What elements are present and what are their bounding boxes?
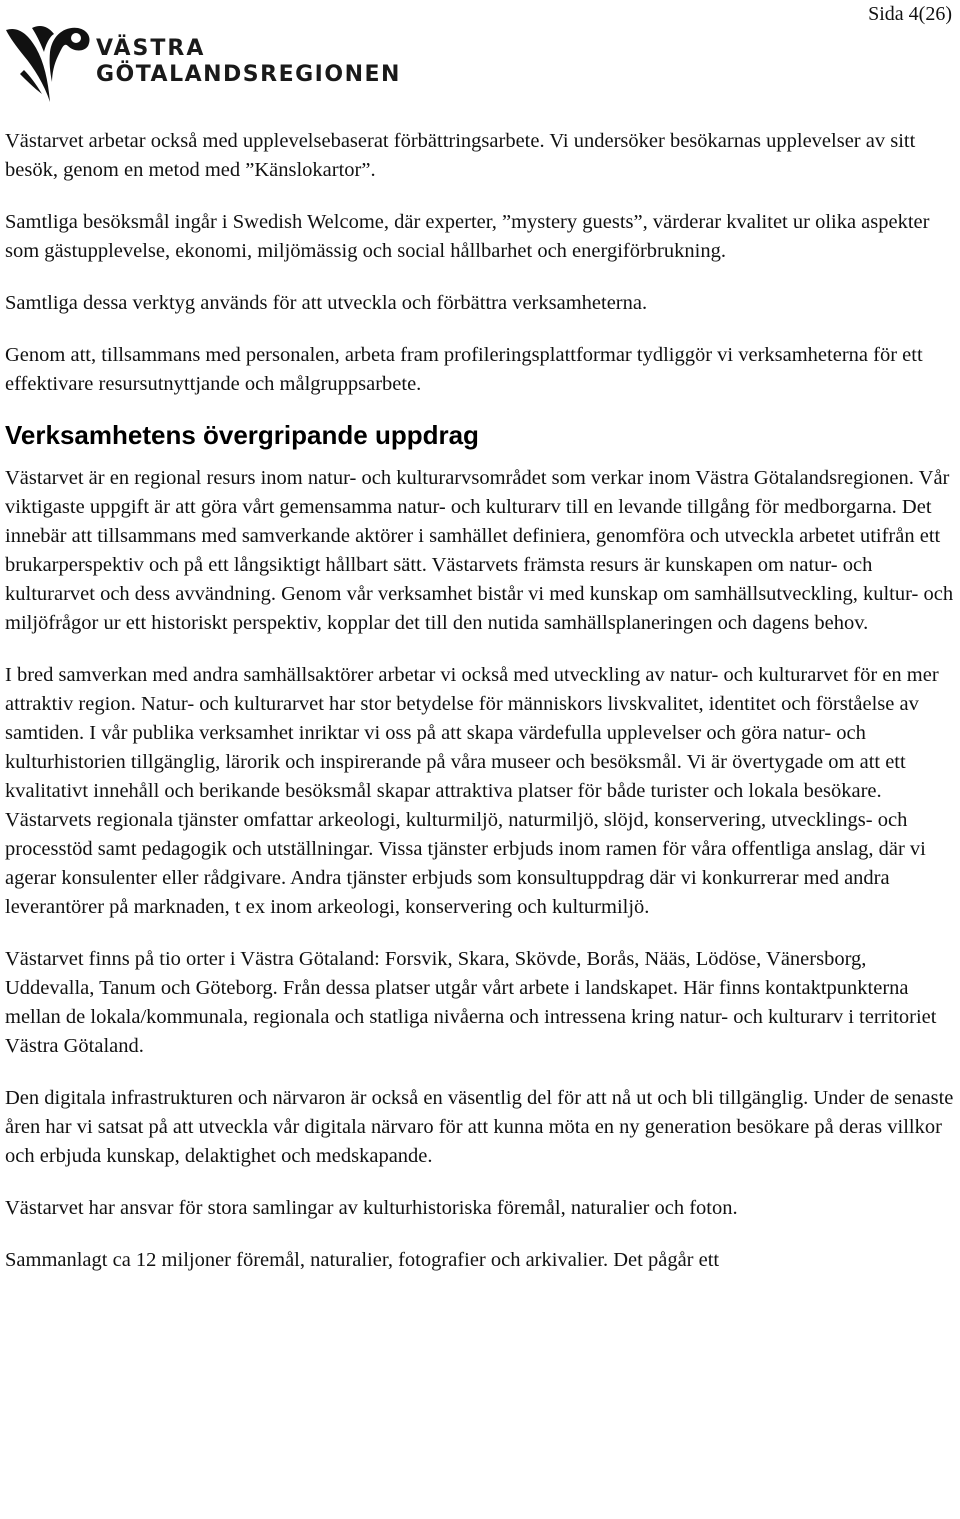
- paragraph-bred-samverkan: I bred samverkan med andra samhällsaktörer arbetar vi också med utveckling av natur- och kulturarvet för en mer attraktiv region. Natur- och kulturarvet har stor betydelse för människors livskvalitet, identitet och förståelse av samtiden. I vår publika verksamhet inriktar vi oss på att skapa värdefulla upplevelser och göra natur- och kulturhistorien tillgänglig, lärorik och inspirerande på våra museer och besöksmål. Vi är övertygade om att ett kvalitativt innehåll och berikande besöksmål skapar attraktiva platser för både turister och lokala besökare. Västarvets regionala tjänster omfattar arkeologi, kulturmiljö, naturmiljö, slöjd, konservering, utvecklings- och processtöd samt pedagogik och utställningar. Vissa tjänster erbjuds inom ramen för våra offentliga anslag, där vi agerar konsulenter eller rådgivare. Andra tjänster erbjuds som konsultuppdrag där vi konkurrerar med andra leverantörer på marknaden, t ex inom arkeologi, konservering och kulturmiljö.: [5, 664, 939, 918]
- paragraph-verktyg: Samtliga dessa verktyg används för att utveckla och förbättra verksamheterna.: [5, 292, 648, 314]
- logo-text-line2: GÖTALANDSREGIONEN: [96, 62, 401, 87]
- paragraph-sammanlagt: Sammanlagt ca 12 miljoner föremål, naturalier, fotografier och arkivalier. Det pågår ett: [5, 1249, 720, 1271]
- paragraph-profileringsplattformar: Genom att, tillsammans med personalen, arbeta fram profileringsplattformar tydliggör vi verksamheterna för ett effektivare resursutnyttjande och målgruppsarbete.: [5, 344, 923, 395]
- paragraph-samlingar: Västarvet har ansvar för stora samlingar av kulturhistoriska föremål, naturalier och foton.: [5, 1197, 738, 1219]
- paragraph-tio-orter: Västarvet finns på tio orter i Västra Götaland: Forsvik, Skara, Skövde, Borås, Nääs, Lödöse, Vänersborg, Uddevalla, Tanum och Göteborg. Från dessa platser utgår vårt arbete i landskapet. Här finns kontaktpunkterna mellan de lokala/kommunala, regionala och statliga nivåerna och intressena kring natur- och kulturarv i territoriet Västra Götaland.: [5, 948, 937, 1057]
- section-heading: Verksamhetens övergripande uppdrag: [5, 420, 479, 450]
- paragraph-regional-resurs: Västarvet är en regional resurs inom natur- och kulturarvsområdet som verkar inom Västra Götalandsregionen. Vår viktigaste uppgift är att göra vårt gemensamma natur- och kulturarv till en levande tillgång för medborgarna. Det innebär att tillsammans med samverkande aktörer i samhället definiera, genomföra och utveckla arbetet utifrån ett brukarperspektiv och på ett långsiktigt hållbart sätt. Västarvets främsta resurs är kunskapen om natur- och kulturarvet och dess avvändning. Genom vår verksamhet bistår vi med kunskap om samhällsutveckling, kultur- och miljöfrågor ur ett historiskt perspektiv, kopplar det till den nutida samhällsplaneringen och dagens behov.: [5, 467, 954, 634]
- vastra-gotalandsregionen-logo: [4, 22, 401, 106]
- paragraph-upplevelsebaserat: Västarvet arbetar också med upplevelsebaserat förbättringsarbete. Vi undersöker besökarnas upplevelser av sitt besök, genom en metod med ”Känslokartor”.: [5, 130, 916, 181]
- paragraph-digitala-infrastrukturen: Den digitala infrastrukturen och närvaron är också en väsentlig del för att nå ut och bli tillgänglig. Under de senaste åren har vi satsat på att utveckla vår digitala närvaro för att kunna möta en ny generation besökare på deras villkor och erbjuda kunskap, delaktighet och medskapande.: [5, 1087, 954, 1167]
- document-body: [5, 127, 957, 1298]
- paragraph-swedish-welcome: Samtliga besöksmål ingår i Swedish Welcome, där experter, ”mystery guests”, värderar kvalitet ur olika aspekter som gästupplevelse, ekonomi, miljömässig och social hållbarhet och energiförbrukning.: [5, 211, 930, 262]
- logo-text-line1: VÄSTRA: [96, 36, 206, 61]
- page-number: Sida 4(26): [868, 3, 952, 25]
- logo-mark-icon: [4, 22, 94, 106]
